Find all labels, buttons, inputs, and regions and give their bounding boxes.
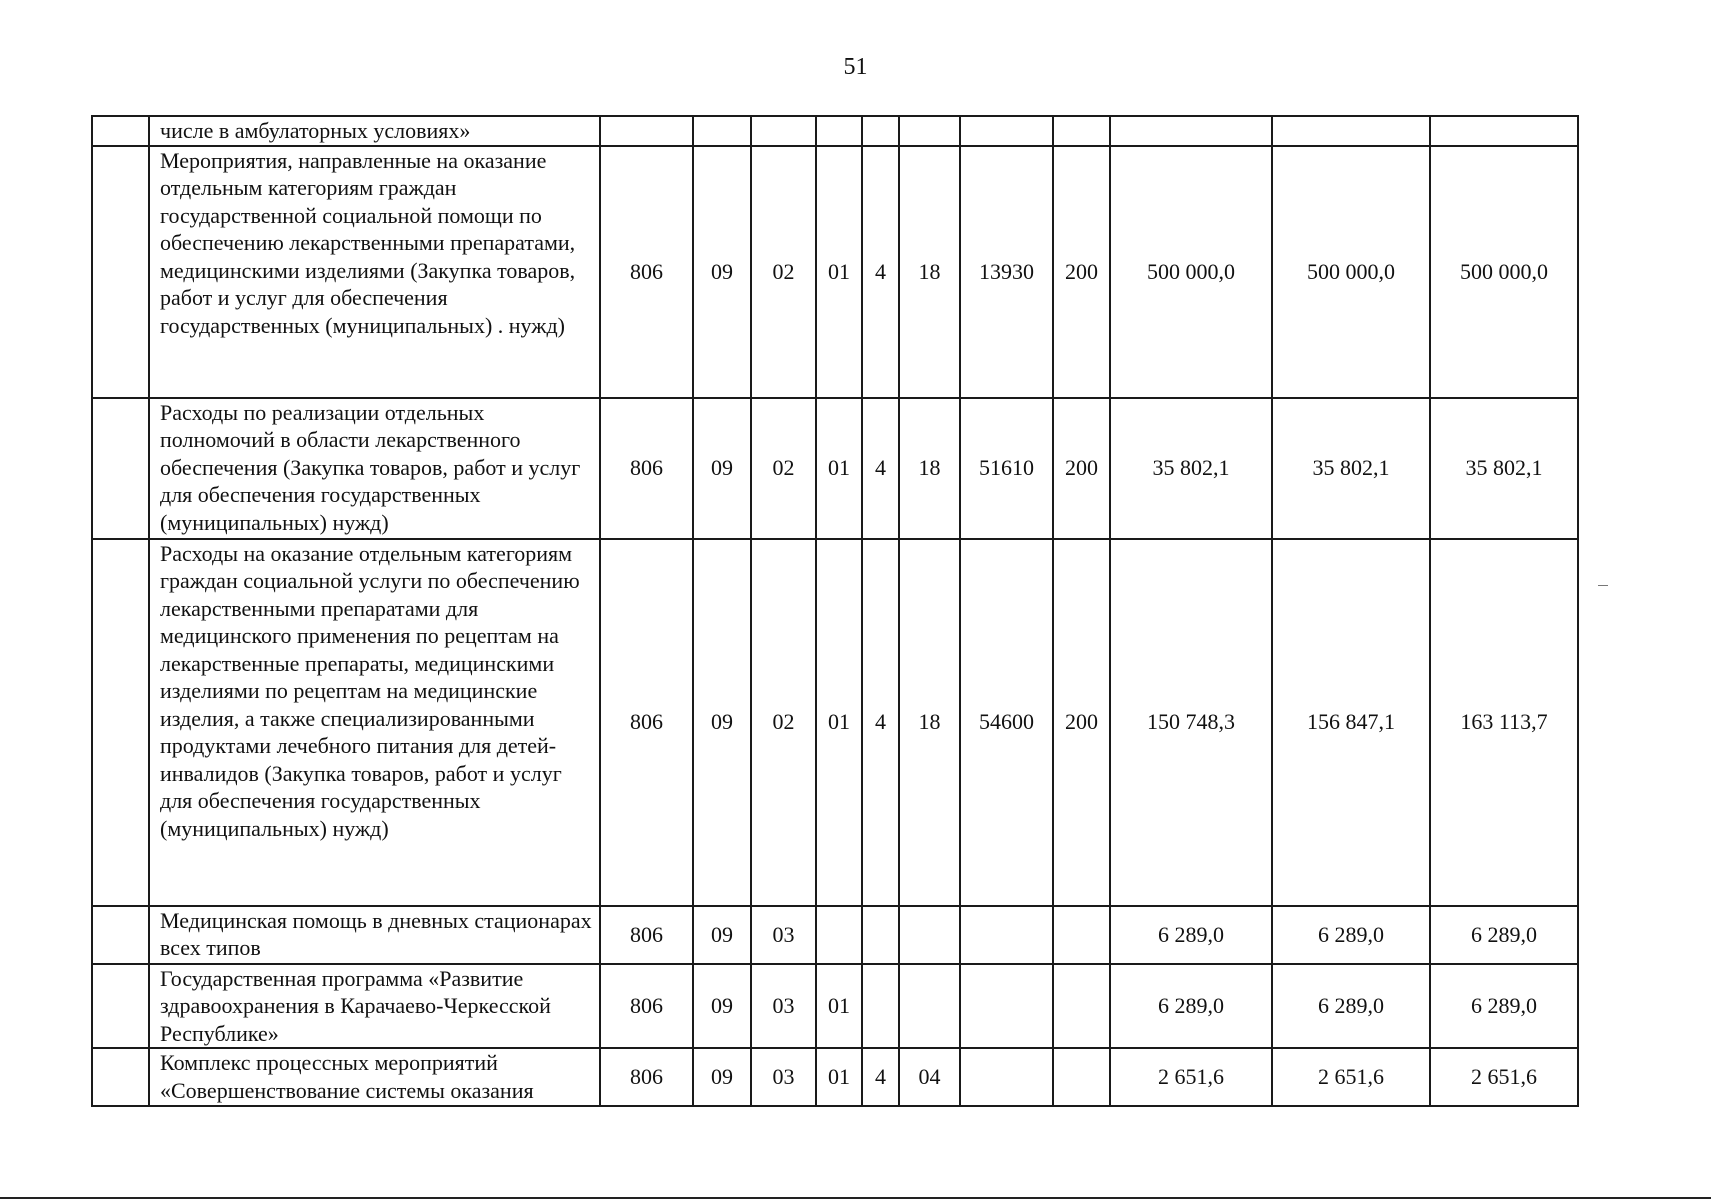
- grbs-code-cell: 806: [600, 964, 693, 1049]
- expense-type-code-cell: 200: [1053, 539, 1110, 906]
- structural-element-type-cell: [862, 906, 899, 964]
- scan-artifact: [1598, 585, 1608, 586]
- expense-direction-code-cell: [960, 964, 1053, 1049]
- grbs-code-cell: 806: [600, 539, 693, 906]
- subsection-code-cell: 02: [751, 146, 816, 398]
- expense-type-code-cell: [1053, 116, 1110, 146]
- amount-year-2-cell: 2 651,6: [1272, 1048, 1430, 1106]
- amount-year-1-cell: 35 802,1: [1110, 398, 1272, 539]
- structural-element-type-cell: 4: [862, 146, 899, 398]
- row-number-cell: [92, 146, 149, 398]
- structural-element-code-cell: 18: [899, 398, 960, 539]
- amount-year-2-cell: 156 847,1: [1272, 539, 1430, 906]
- expense-name-cell: Расходы на оказание отдельным категориям граждан социальной услуги по обеспечению лекарственными препаратами для медицинского применения по рецептам на лекарственные препараты, медицинскими изделиями по рецептам на медицинские изделия, а также специализированными продуктами лечебного питания для детей-инвалидов (Закупка товаров, работ и услуг для обеспечения государственных (муниципальных) нужд): [149, 539, 600, 906]
- expense-type-code-cell: [1053, 906, 1110, 964]
- table-row: [92, 1048, 1578, 1106]
- structural-element-code-cell: [899, 964, 960, 1049]
- structural-element-code-cell: 18: [899, 539, 960, 906]
- table-row: [92, 146, 1578, 398]
- amount-year-1-cell: [1110, 116, 1272, 146]
- expense-name-cell: Государственная программа «Развитие здравоохранения в Карачаево-Черкесской Республике»: [149, 964, 600, 1049]
- program-code-cell: [816, 906, 862, 964]
- expense-direction-code-cell: 13930: [960, 146, 1053, 398]
- amount-year-3-cell: [1430, 116, 1578, 146]
- amount-year-3-cell: 6 289,0: [1430, 964, 1578, 1049]
- expense-direction-code-cell: 51610: [960, 398, 1053, 539]
- page-number: 51: [843, 54, 868, 80]
- expense-direction-code-cell: [960, 906, 1053, 964]
- amount-year-3-cell: 6 289,0: [1430, 906, 1578, 964]
- expense-type-code-cell: [1053, 1048, 1110, 1106]
- grbs-code-cell: [600, 116, 693, 146]
- subsection-code-cell: 03: [751, 1048, 816, 1106]
- structural-element-type-cell: [862, 116, 899, 146]
- subsection-code-cell: [751, 116, 816, 146]
- section-code-cell: 09: [693, 1048, 751, 1106]
- row-number-cell: [92, 116, 149, 146]
- amount-year-2-cell: 35 802,1: [1272, 398, 1430, 539]
- amount-year-1-cell: 6 289,0: [1110, 906, 1272, 964]
- structural-element-type-cell: [862, 964, 899, 1049]
- expense-name-cell: Медицинская помощь в дневных стационарах всех типов: [149, 906, 600, 964]
- section-code-cell: [693, 116, 751, 146]
- expense-direction-code-cell: [960, 1048, 1053, 1106]
- amount-year-3-cell: 35 802,1: [1430, 398, 1578, 539]
- subsection-code-cell: 02: [751, 539, 816, 906]
- row-number-cell: [92, 1048, 149, 1106]
- program-code-cell: 01: [816, 539, 862, 906]
- structural-element-code-cell: 18: [899, 146, 960, 398]
- table-row: [92, 398, 1578, 539]
- amount-year-1-cell: 150 748,3: [1110, 539, 1272, 906]
- section-code-cell: 09: [693, 539, 751, 906]
- budget-table: [91, 115, 1579, 1107]
- structural-element-type-cell: 4: [862, 539, 899, 906]
- amount-year-2-cell: [1272, 116, 1430, 146]
- expense-type-code-cell: [1053, 964, 1110, 1049]
- program-code-cell: [816, 116, 862, 146]
- structural-element-code-cell: [899, 116, 960, 146]
- amount-year-1-cell: 6 289,0: [1110, 964, 1272, 1049]
- program-code-cell: 01: [816, 146, 862, 398]
- expense-direction-code-cell: 54600: [960, 539, 1053, 906]
- amount-year-2-cell: 500 000,0: [1272, 146, 1430, 398]
- section-code-cell: 09: [693, 906, 751, 964]
- expense-name-cell: Расходы по реализации отдельных полномочий в области лекарственного обеспечения (Закупка товаров, работ и услуг для обеспечения государственных (муниципальных) нужд): [149, 398, 600, 539]
- amount-year-3-cell: 500 000,0: [1430, 146, 1578, 398]
- expense-direction-code-cell: [960, 116, 1053, 146]
- structural-element-code-cell: [899, 906, 960, 964]
- grbs-code-cell: 806: [600, 398, 693, 539]
- table-row: [92, 964, 1578, 1049]
- structural-element-type-cell: 4: [862, 1048, 899, 1106]
- page-bottom-rule: [0, 1197, 1711, 1199]
- expense-name-cell: Комплекс процессных мероприятий «Совершенствование системы оказания: [149, 1048, 600, 1106]
- subsection-code-cell: 02: [751, 398, 816, 539]
- row-number-cell: [92, 398, 149, 539]
- expense-type-code-cell: 200: [1053, 146, 1110, 398]
- section-code-cell: 09: [693, 146, 751, 398]
- section-code-cell: 09: [693, 964, 751, 1049]
- grbs-code-cell: 806: [600, 146, 693, 398]
- program-code-cell: 01: [816, 964, 862, 1049]
- program-code-cell: 01: [816, 1048, 862, 1106]
- amount-year-1-cell: 500 000,0: [1110, 146, 1272, 398]
- row-number-cell: [92, 539, 149, 906]
- expense-name-cell: числе в амбулаторных условиях»: [149, 116, 600, 146]
- table-row: [92, 906, 1578, 964]
- section-code-cell: 09: [693, 398, 751, 539]
- amount-year-3-cell: 2 651,6: [1430, 1048, 1578, 1106]
- amount-year-1-cell: 2 651,6: [1110, 1048, 1272, 1106]
- row-number-cell: [92, 964, 149, 1049]
- expense-name-cell: Мероприятия, направленные на оказание отдельным категориям граждан государственной социальной помощи по обеспечению лекарственными препаратами, медицинскими изделиями (Закупка товаров, работ и услуг для обеспечения государственных (муниципальных) . нужд): [149, 146, 600, 398]
- row-number-cell: [92, 906, 149, 964]
- structural-element-type-cell: 4: [862, 398, 899, 539]
- program-code-cell: 01: [816, 398, 862, 539]
- amount-year-2-cell: 6 289,0: [1272, 906, 1430, 964]
- subsection-code-cell: 03: [751, 906, 816, 964]
- grbs-code-cell: 806: [600, 1048, 693, 1106]
- table-row: [92, 116, 1578, 146]
- expense-type-code-cell: 200: [1053, 398, 1110, 539]
- grbs-code-cell: 806: [600, 906, 693, 964]
- amount-year-2-cell: 6 289,0: [1272, 964, 1430, 1049]
- subsection-code-cell: 03: [751, 964, 816, 1049]
- amount-year-3-cell: 163 113,7: [1430, 539, 1578, 906]
- table-row: [92, 539, 1578, 906]
- structural-element-code-cell: 04: [899, 1048, 960, 1106]
